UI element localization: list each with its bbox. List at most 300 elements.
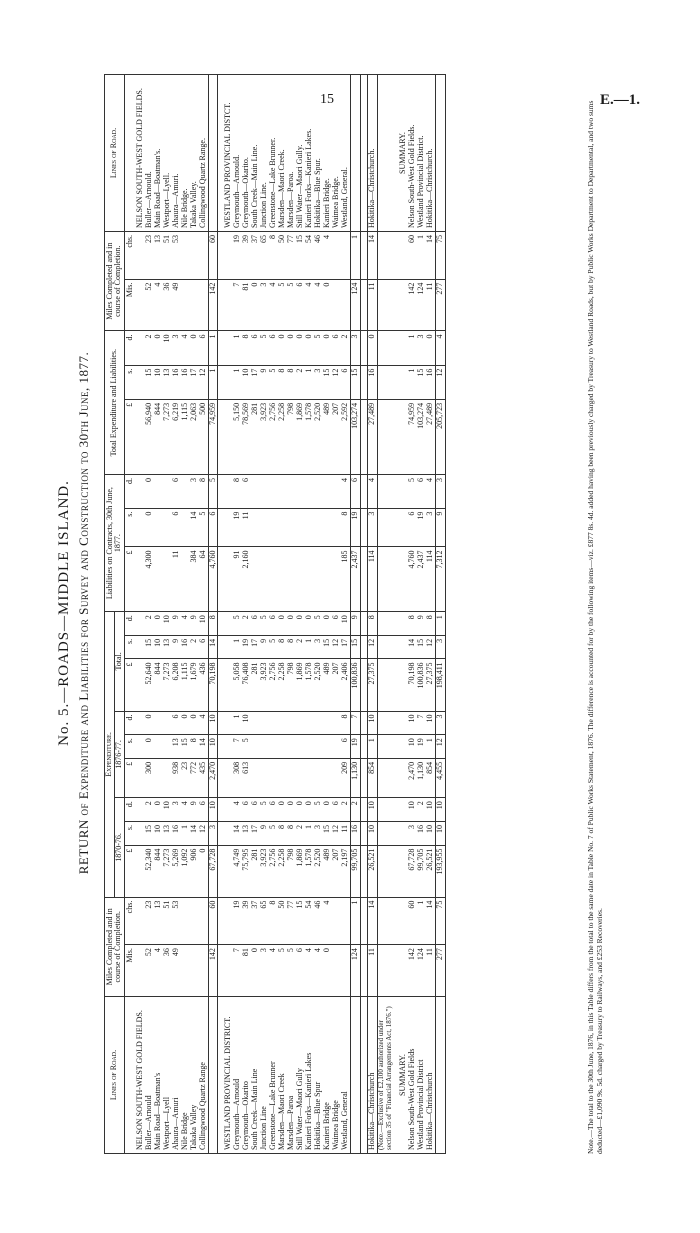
- a-shillings: 17: [251, 821, 260, 845]
- b-shillings: 19: [350, 735, 360, 759]
- chains: 15: [296, 897, 305, 945]
- c-shillings: 12: [367, 635, 377, 659]
- miles-right: 4: [314, 279, 323, 331]
- footnote: Note.—The total to the 30th June, 1876, in this Table differs from the total to the same date in Table No. 7 of Public Works Statement, 1876. The difference is accounted for by the following items—viz. £877 8s. 4d. added having been previously charged by Treasury to Westland Roads, but by Public Works Department to Departmental, and two sums deducted—£1,090 9s. 5d. charged by Treasury to Railways, and £253 Recoveries.: [586, 100, 604, 1154]
- c-pounds: 76,408: [242, 659, 251, 711]
- c-pence: 9: [417, 612, 426, 636]
- b-shillings: [287, 735, 296, 759]
- a-pence: 0: [323, 798, 332, 822]
- road-name-right: Ahaura—Amuri.: [172, 75, 181, 232]
- d-shillings: 3: [426, 508, 435, 547]
- c-pence: 1: [436, 612, 446, 636]
- chains-right: 77: [287, 232, 296, 280]
- b-pence: 7: [417, 711, 426, 735]
- b-shillings: [296, 735, 305, 759]
- e-pounds: 56,940: [145, 399, 154, 474]
- b-pence: 10: [408, 711, 417, 735]
- d-pence: [269, 474, 278, 508]
- a-pounds: 1,092: [181, 845, 190, 897]
- d-pounds: [269, 547, 278, 612]
- d-shillings: [305, 508, 314, 547]
- miles-right: 3: [260, 279, 269, 331]
- d-pounds: 114: [426, 547, 435, 612]
- d-shillings: 11: [242, 508, 251, 547]
- b-pounds: 2,470: [208, 758, 218, 797]
- b-pence: 10: [242, 711, 251, 735]
- e-pence: 0: [278, 331, 287, 365]
- d-pence: 4: [341, 474, 350, 508]
- road-name-right: South Creek—Main Line.: [251, 75, 260, 232]
- d-pounds: 11: [172, 547, 181, 612]
- d-pounds: 64: [199, 547, 208, 612]
- a-pounds: 2,520: [314, 845, 323, 897]
- unit-row: [124, 75, 136, 1154]
- e-pence: 5: [314, 331, 323, 365]
- a-shillings: 14: [233, 821, 242, 845]
- chains: [190, 897, 199, 945]
- road-name: Marsden—Maori Creek: [278, 997, 287, 1154]
- road-name-right: Kanieri Forks—Kanieri Lakes.: [305, 75, 314, 232]
- chains: [341, 897, 350, 945]
- c-pence: 10: [199, 612, 208, 636]
- header-miles-completed-right: Miles Completed and in course of Completion.: [105, 232, 125, 331]
- blank-cell: [377, 845, 393, 897]
- miles-right: 49: [172, 279, 181, 331]
- e-shillings: 1: [208, 365, 218, 399]
- e-pence: 6: [269, 331, 278, 365]
- a-pounds: 99,705: [417, 845, 426, 897]
- b-pounds: [296, 758, 305, 797]
- chains: 8: [269, 897, 278, 945]
- d-shillings: [251, 508, 260, 547]
- miles-right: 142: [408, 279, 417, 331]
- b-shillings: 1: [367, 735, 377, 759]
- a-pounds: 52,340: [145, 845, 154, 897]
- table-row: [199, 75, 208, 1154]
- miles: 81: [242, 945, 251, 997]
- road-name: Waimea Bridge: [332, 997, 341, 1154]
- c-pounds: 5,058: [233, 659, 242, 711]
- b-pounds: [260, 758, 269, 797]
- a-pence: 10: [408, 798, 417, 822]
- d-pounds: 4,760: [208, 547, 218, 612]
- b-pence: [287, 711, 296, 735]
- section-heading-right: WESTLAND PROVINCIAL DISTCT.: [224, 75, 233, 232]
- miles: 0: [251, 945, 260, 997]
- a-shillings: 13: [163, 821, 172, 845]
- table-title: No. 5.—ROADS—MIDDLE ISLAND.: [56, 480, 72, 746]
- e-pounds: 489: [323, 399, 332, 474]
- chains: 75: [436, 897, 446, 945]
- b-pounds: [314, 758, 323, 797]
- miles: 7: [233, 945, 242, 997]
- e-shillings: 6: [341, 365, 350, 399]
- a-shillings: 8: [287, 821, 296, 845]
- c-shillings: 15: [350, 635, 360, 659]
- c-pence: 0: [278, 612, 287, 636]
- e-shillings: 8: [278, 365, 287, 399]
- e-pence: 3: [172, 331, 181, 365]
- chains: 77: [287, 897, 296, 945]
- header-lines-of-road: Lines of Road.: [105, 997, 125, 1154]
- chains: 1: [417, 897, 426, 945]
- road-name-right: Greymouth—Okarito.: [242, 75, 251, 232]
- a-pence: 6: [332, 798, 341, 822]
- c-pounds: 281: [251, 659, 260, 711]
- a-pence: 5: [314, 798, 323, 822]
- a-shillings: 10: [367, 821, 377, 845]
- road-name: Still Water—Maori Gully: [296, 997, 305, 1154]
- miles: 6: [296, 945, 305, 997]
- chains: [332, 897, 341, 945]
- d-shillings: 19: [417, 508, 426, 547]
- d-shillings: [287, 508, 296, 547]
- road-name-right: Hokitika—Blue Spur.: [314, 75, 323, 232]
- road-name: Greymouth—Arnould: [233, 997, 242, 1154]
- a-shillings: 10: [426, 821, 435, 845]
- blank-cell: [377, 399, 393, 474]
- b-shillings: 5: [242, 735, 251, 759]
- hokitika-note-row: [377, 75, 393, 1154]
- miles: 11: [426, 945, 435, 997]
- section-total-row: [350, 75, 360, 1154]
- road-name-right: Greymouth—Arnould.: [233, 75, 242, 232]
- e-pence: 1: [233, 331, 242, 365]
- road-name: [436, 997, 446, 1154]
- b-pence: 10: [426, 711, 435, 735]
- c-shillings: 1: [305, 635, 314, 659]
- a-pence: 2: [350, 798, 360, 822]
- c-shillings: 3: [436, 635, 446, 659]
- c-pence: 0: [296, 612, 305, 636]
- a-pence: 2: [341, 798, 350, 822]
- unit-pence: d.: [124, 612, 136, 636]
- d-shillings: 19: [350, 508, 360, 547]
- c-shillings: 17: [251, 635, 260, 659]
- miles: 124: [417, 945, 426, 997]
- d-shillings: [154, 508, 163, 547]
- b-pence: 10: [208, 711, 218, 735]
- c-pounds: 2,258: [278, 659, 287, 711]
- a-pounds: 906: [190, 845, 199, 897]
- unit-pence: d.: [124, 711, 136, 735]
- chains-right: 13: [154, 232, 163, 280]
- d-shillings: [314, 508, 323, 547]
- e-shillings: 15: [417, 365, 426, 399]
- a-pounds: 26,521: [426, 845, 435, 897]
- a-shillings: 9: [260, 821, 269, 845]
- blank-cell: [377, 232, 393, 280]
- e-pence: 0: [190, 331, 199, 365]
- d-pounds: [305, 547, 314, 612]
- c-pounds: 1,115: [181, 659, 190, 711]
- b-pence: 7: [350, 711, 360, 735]
- d-shillings: 0: [145, 508, 154, 547]
- d-pence: 6: [172, 474, 181, 508]
- c-pounds: 7,273: [163, 659, 172, 711]
- chains: [199, 897, 208, 945]
- header-total-exp-liab: Total Expenditure and Liabilities.: [105, 331, 125, 475]
- miles-right: [341, 279, 350, 331]
- e-pence: 0: [323, 331, 332, 365]
- road-name: Junction Line: [260, 997, 269, 1154]
- road-name-right: Collingwood Quartz Range.: [199, 75, 208, 232]
- unit-shillings: s.: [124, 635, 136, 659]
- blank-cell: [224, 945, 233, 997]
- miles-right: 124: [350, 279, 360, 331]
- e-pounds: 205,723: [436, 399, 446, 474]
- e-pence: 2: [145, 331, 154, 365]
- road-name: Kanieri Bridge: [323, 997, 332, 1154]
- b-shillings: 15: [181, 735, 190, 759]
- a-shillings: 13: [242, 821, 251, 845]
- unit-pence: d.: [124, 798, 136, 822]
- unit-chains: chs.: [124, 232, 136, 280]
- e-shillings: 16: [181, 365, 190, 399]
- b-shillings: 6: [341, 735, 350, 759]
- d-pence: 8: [199, 474, 208, 508]
- road-name-right: Marsden—Paroa.: [287, 75, 296, 232]
- c-pence: 9: [190, 612, 199, 636]
- road-name: Marsden—Paroa: [287, 997, 296, 1154]
- d-pounds: 7,312: [436, 547, 446, 612]
- e-pence: 0: [305, 331, 314, 365]
- e-pounds: 2,520: [314, 399, 323, 474]
- b-pounds: 23: [181, 758, 190, 797]
- a-pence: 10: [367, 798, 377, 822]
- a-shillings: 14: [190, 821, 199, 845]
- unit-shillings: s.: [124, 508, 136, 547]
- e-pounds: 1,115: [181, 399, 190, 474]
- c-pence: 6: [251, 612, 260, 636]
- e-pence: 2: [341, 331, 350, 365]
- table-subtitle: RETURN of Expenditure and Liabilities for Survey and Construction to 30th June, 1877.: [76, 351, 91, 875]
- road-name: Ahaura—Amuri: [172, 997, 181, 1154]
- c-pence: 5: [260, 612, 269, 636]
- a-pounds: 281: [251, 845, 260, 897]
- miles-right: 52: [145, 279, 154, 331]
- b-pence: [154, 711, 163, 735]
- a-pence: 10: [163, 798, 172, 822]
- a-pence: 0: [278, 798, 287, 822]
- b-shillings: [269, 735, 278, 759]
- d-pounds: [314, 547, 323, 612]
- b-shillings: [260, 735, 269, 759]
- miles: 4: [314, 945, 323, 997]
- chains-right: 60: [408, 232, 417, 280]
- c-pence: 5: [314, 612, 323, 636]
- miles-right: 81: [242, 279, 251, 331]
- e-pounds: 78,569: [242, 399, 251, 474]
- a-pounds: 2,258: [278, 845, 287, 897]
- miles-right: [199, 279, 208, 331]
- road-name: South Creek—Main Line: [251, 997, 260, 1154]
- miles: 36: [163, 945, 172, 997]
- c-pence: 0: [154, 612, 163, 636]
- c-shillings: 5: [269, 635, 278, 659]
- c-pounds: 1,679: [190, 659, 199, 711]
- e-shillings: 16: [172, 365, 181, 399]
- c-pence: 8: [426, 612, 435, 636]
- e-shillings: 16: [367, 365, 377, 399]
- a-shillings: 16: [172, 821, 181, 845]
- a-shillings: 5: [269, 821, 278, 845]
- document-reference: E.—1.: [600, 92, 641, 108]
- chains: 13: [154, 897, 163, 945]
- chains: 46: [314, 897, 323, 945]
- a-pounds: 0: [199, 845, 208, 897]
- road-name-right: [350, 75, 360, 232]
- section-heading: NELSON SOUTH-WEST GOLD FIELDS.: [136, 997, 145, 1154]
- unit-miles: Mis.: [124, 279, 136, 331]
- d-pounds: 384: [190, 547, 199, 612]
- chains: 53: [172, 897, 181, 945]
- miles-right: 7: [233, 279, 242, 331]
- miles-right: 11: [367, 279, 377, 331]
- b-shillings: [314, 735, 323, 759]
- d-pounds: [154, 547, 163, 612]
- road-name: Hokitika—Christchurch: [426, 997, 435, 1154]
- miles-right: [190, 279, 199, 331]
- d-pence: [251, 474, 260, 508]
- a-shillings: 1: [305, 821, 314, 845]
- c-pence: 8: [208, 612, 218, 636]
- a-pounds: 7,273: [163, 845, 172, 897]
- road-name: Westland, General: [341, 997, 350, 1154]
- c-pounds: 436: [199, 659, 208, 711]
- a-shillings: 3: [208, 821, 218, 845]
- c-shillings: 9: [172, 635, 181, 659]
- b-pence: [278, 711, 287, 735]
- a-pounds: 193,955: [436, 845, 446, 897]
- road-name-right: [208, 75, 218, 232]
- e-shillings: 10: [242, 365, 251, 399]
- d-shillings: 8: [341, 508, 350, 547]
- chains-right: 50: [278, 232, 287, 280]
- e-pounds: 844: [154, 399, 163, 474]
- c-pounds: 2,756: [269, 659, 278, 711]
- d-pounds: 4,760: [408, 547, 417, 612]
- a-shillings: 15: [145, 821, 154, 845]
- a-shillings: 8: [278, 821, 287, 845]
- rotated-return-sheet: [56, 48, 616, 1178]
- road-name-right: Nelson South-West Gold Fields.: [408, 75, 417, 232]
- c-pence: 8: [367, 612, 377, 636]
- road-name: Main Road—Boatman's: [154, 997, 163, 1154]
- c-pounds: 70,198: [408, 659, 417, 711]
- a-pounds: 798: [287, 845, 296, 897]
- d-shillings: 9: [436, 508, 446, 547]
- d-pounds: 114: [367, 547, 377, 612]
- chains-right: 14: [367, 232, 377, 280]
- chains: 19: [233, 897, 242, 945]
- section-heading-right: NELSON SOUTH-WEST GOLD FIELDS.: [136, 75, 145, 232]
- b-pounds: 435: [199, 758, 208, 797]
- d-shillings: 14: [190, 508, 199, 547]
- unit-shillings: s.: [124, 735, 136, 759]
- header-lines-of-road-right: Lines of Road.: [105, 75, 125, 232]
- d-pence: [278, 474, 287, 508]
- d-pence: 3: [436, 474, 446, 508]
- road-name: Greenstone—Lake Brunner: [269, 997, 278, 1154]
- b-shillings: [154, 735, 163, 759]
- chains-right: 1: [417, 232, 426, 280]
- return-table-body: [124, 75, 445, 1154]
- chains-right: [181, 232, 190, 280]
- miles-right: 0: [251, 279, 260, 331]
- c-pounds: 198,411: [436, 659, 446, 711]
- a-pence: 6: [199, 798, 208, 822]
- miles-right: 5: [287, 279, 296, 331]
- chains: 39: [242, 897, 251, 945]
- miles-right: 11: [426, 279, 435, 331]
- d-pence: 4: [426, 474, 435, 508]
- chains-right: 1: [350, 232, 360, 280]
- chains: 1: [350, 897, 360, 945]
- e-pounds: 798: [287, 399, 296, 474]
- unit-shillings: s.: [124, 821, 136, 845]
- road-name-right: Still Water—Maori Gully.: [296, 75, 305, 232]
- blank-cell: [377, 279, 393, 331]
- d-pounds: 2,160: [242, 547, 251, 612]
- a-pounds: 844: [154, 845, 163, 897]
- c-pence: 0: [287, 612, 296, 636]
- a-shillings: 10: [154, 821, 163, 845]
- c-pounds: 2,406: [341, 659, 350, 711]
- e-pounds: 2,756: [269, 399, 278, 474]
- c-pounds: 207: [332, 659, 341, 711]
- road-name-right: Westland, General.: [341, 75, 350, 232]
- chains-right: 65: [260, 232, 269, 280]
- road-name: Nile Bridge: [181, 997, 190, 1154]
- summary-heading: SUMMARY.: [399, 997, 408, 1154]
- b-pounds: 854: [367, 758, 377, 797]
- c-shillings: 2: [190, 635, 199, 659]
- e-pence: 4: [181, 331, 190, 365]
- e-pounds: 281: [251, 399, 260, 474]
- d-pence: 6: [350, 474, 360, 508]
- c-pounds: 6,208: [172, 659, 181, 711]
- miles-right: 4: [305, 279, 314, 331]
- unit-miles: Mis.: [124, 945, 136, 997]
- e-shillings: 17: [251, 365, 260, 399]
- chains-right: 46: [314, 232, 323, 280]
- a-pounds: 26,521: [367, 845, 377, 897]
- e-shillings: 15: [323, 365, 332, 399]
- d-pounds: 91: [233, 547, 242, 612]
- miles-right: [181, 279, 190, 331]
- grand-total-row: [436, 75, 446, 1154]
- d-pence: 5: [408, 474, 417, 508]
- a-shillings: 16: [350, 821, 360, 845]
- a-pence: 10: [436, 798, 446, 822]
- unit-chains: chs.: [124, 897, 136, 945]
- miles: 124: [350, 945, 360, 997]
- c-shillings: 14: [208, 635, 218, 659]
- chains: 4: [323, 897, 332, 945]
- e-pence: 1: [208, 331, 218, 365]
- chains-right: 75: [436, 232, 446, 280]
- miles-right: 4: [154, 279, 163, 331]
- d-pence: 8: [233, 474, 242, 508]
- d-pounds: 2,437: [417, 547, 426, 612]
- a-pence: 5: [260, 798, 269, 822]
- d-shillings: [296, 508, 305, 547]
- blank-cell: [377, 758, 393, 797]
- b-shillings: [278, 735, 287, 759]
- c-shillings: 12: [426, 635, 435, 659]
- unit-pounds: £: [124, 845, 136, 897]
